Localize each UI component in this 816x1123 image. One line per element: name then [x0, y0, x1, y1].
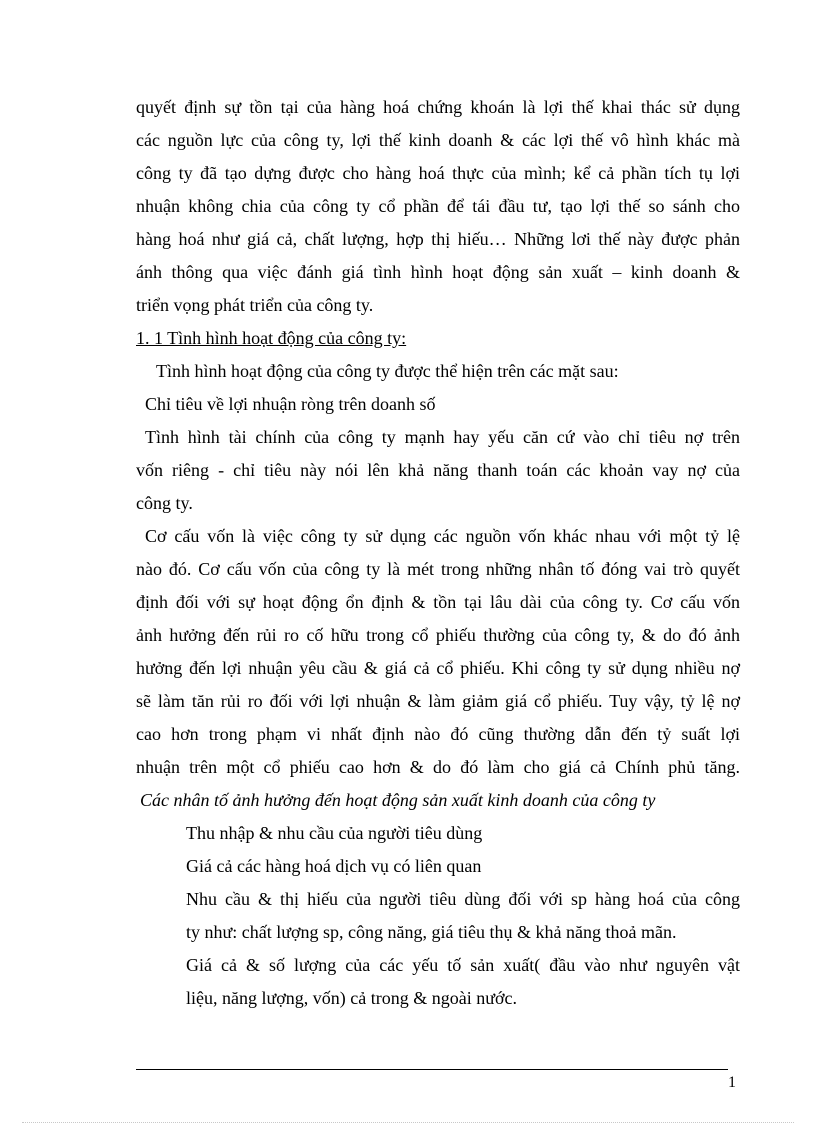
text-line: ảnh hưởng đến rủi ro cố hữu trong cổ phiếu thường của công ty, & do đó ảnh [136, 625, 740, 645]
page-number: 1 [728, 1074, 736, 1091]
footer-divider [136, 1069, 728, 1070]
intro-sentence: Tình hình hoạt động của công ty được thể hiện trên các mặt sau: [156, 361, 619, 381]
text-line: quyết định sự tồn tại của hàng hoá chứng khoán là lợi thế khai thác sử dụng [136, 97, 740, 117]
indicator-title: Chỉ tiêu về lợi nhuận ròng trên doanh số [145, 394, 436, 414]
list-item-continuation: ty như: chất lượng sp, công năng, giá tiêu thụ & khả năng thoả mãn. [186, 922, 677, 942]
text-line: nào đó. Cơ cấu vốn của công ty là mét trong những nhân tố đóng vai trò quyết [136, 559, 740, 579]
text-line: nhuận trên một cổ phiếu cao hơn & do đó làm cho giá cả Chính phủ tăng. [136, 757, 740, 777]
text-line: ánh thông qua việc đánh giá tình hình hoạt động sản xuất – kinh doanh & [136, 262, 740, 282]
section-heading: 1. 1 Tình hình hoạt động của công ty: [136, 328, 407, 348]
text-line: vốn riêng - chỉ tiêu này nói lên khả năng thanh toán các khoản vay nợ của [136, 460, 740, 480]
text-line: sẽ làm tăn rủi ro đối với lợi nhuận & làm giảm giá cổ phiếu. Tuy vậy, tỷ lệ nợ [136, 691, 740, 711]
factors-heading: Các nhân tố ảnh hưởng đến hoạt động sản xuất kinh doanh của công ty [140, 790, 656, 810]
list-item: Giá cả các hàng hoá dịch vụ có liên quan [186, 856, 482, 876]
list-item: Nhu cầu & thị hiếu của người tiêu dùng đối với sp hàng hoá của công [186, 889, 740, 909]
list-item: Giá cả & số lượng của các yếu tố sản xuất( đầu vào như nguyên vật [186, 955, 740, 975]
list-item-continuation: liệu, năng lượng, vốn) cả trong & ngoài nước. [186, 988, 517, 1008]
text-line: Cơ cấu vốn là việc công ty sử dụng các nguồn vốn khác nhau với một tỷ lệ [145, 526, 740, 546]
text-line: định đối với sự hoạt động ổn định & tồn tại lâu dài của công ty. Cơ cấu vốn [136, 592, 740, 612]
list-item: Thu nhập & nhu cầu của người tiêu dùng [186, 823, 483, 843]
text-line: triển vọng phát triển của công ty. [136, 295, 374, 315]
text-line: các nguồn lực của công ty, lợi thế kinh doanh & các lợi thế vô hình khác mà [136, 130, 740, 150]
text-line: hưởng đến lợi nhuận yêu cầu & giá cả cổ phiếu. Khi công ty sử dụng nhiều nợ [136, 658, 740, 678]
text-line: cao hơn trong phạm vi nhất định nào đó cũng thường dẫn đến tỷ suất lợi [136, 724, 740, 744]
text-line: hàng hoá như giá cả, chất lượng, hợp thị hiếu… Những lơi thế này được phản [136, 229, 740, 249]
text-line: Tình hình tài chính của công ty mạnh hay yếu căn cứ vào chỉ tiêu nợ trên [145, 427, 740, 447]
text-line: nhuận không chia của công ty cổ phần để tái đầu tư, tạo lợi thế so sánh cho [136, 196, 740, 216]
text-line: công ty đã tạo dựng được cho hàng hoá thực của mình; kể cả phần tích tụ lợi [136, 163, 740, 183]
text-line: công ty. [136, 493, 193, 513]
